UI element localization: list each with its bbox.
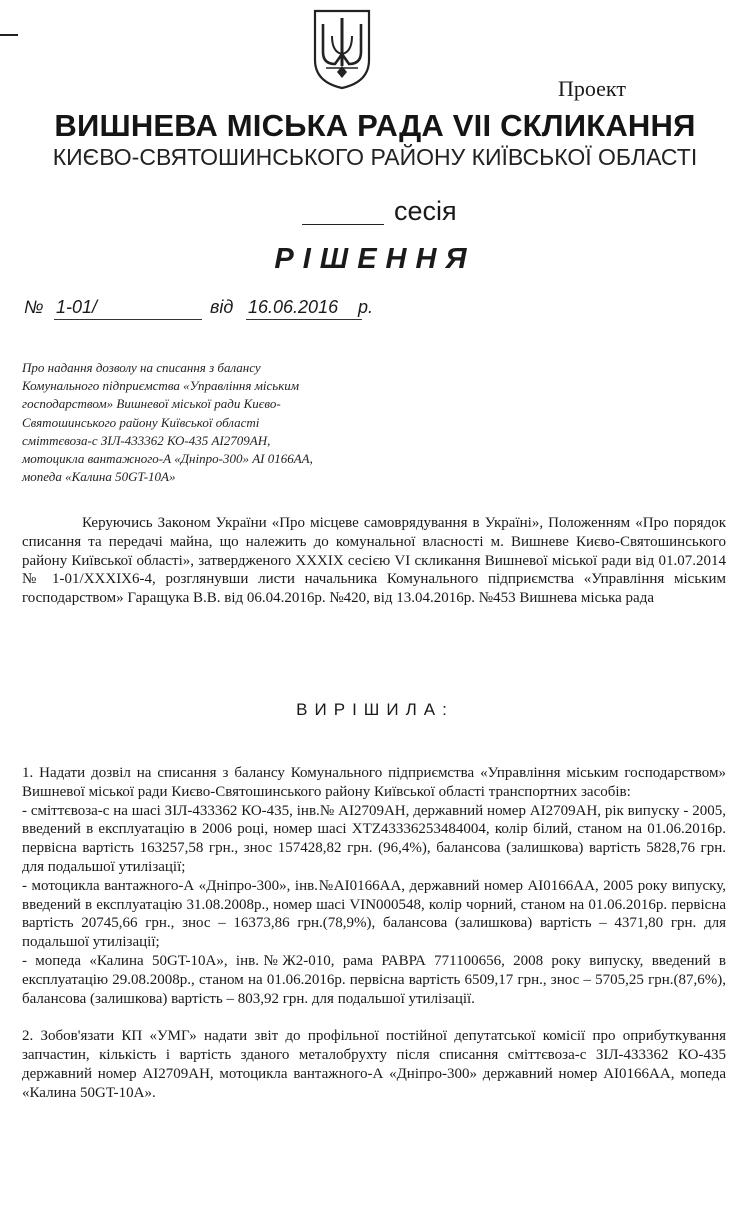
draft-label: Проект (558, 76, 626, 101)
session-blank (302, 224, 384, 225)
resolved-heading: ВИРІШИЛА: (296, 700, 454, 719)
number-label: № (24, 297, 44, 317)
preamble (22, 514, 726, 608)
subject-line: Святошинського району Київської області (22, 414, 260, 430)
item-1-garbage-truck: - сміттєвоза-с на шасі ЗІЛ-433362 КО-435, інв.№ АІ2709АН, державний номер АІ2709АН, рік випуску - 2005, введений в експлуатацію в 2006 році, номер шасі XTZ43336253484004, колір білий, станом на 01.06.2016р. первісна вартість 163257,58 грн., знос 157428,82 грн. (96,4%), балансова (залишкова) вартість 5828,76 грн. для подальшої утилізації; (22, 802, 726, 875)
district-name: КИЄВО-СВЯТОШИНСЬКОГО РАЙОНУ КИЇВСЬКОЇ ОБЛАСТІ (52, 144, 698, 170)
number-underline (54, 319, 202, 320)
decision-subject (22, 359, 386, 486)
item-1-motorcycle: - мотоцикла вантажного-А «Дніпро-300», інв.№АІ0166АА, державний номер АІ0166АА, 2005 року випуску, введений в експлуатацію 31.08.2008р., номер шасі VIN000548, колір чорний, станом на 01.06.2016р. первісна вартість 20745,66 грн., знос – 16373,86 грн.(78,9%), балансова (залишкова) вартість – 4371,80 грн. для подальшої утилізації; (22, 877, 726, 951)
item-1: 1. Надати дозвіл на списання з балансу Комунального підприємства «Управління міським господарством» Вишневої міської ради Києво-Святошинського району Київської області транспортних засобів: (22, 765, 726, 800)
subject-line: господарством» Вишневої міської ради Києво- (22, 396, 281, 412)
item-1-moped: - мопеда «Калина 50GT-10А», інв.№Ж2-010, рама РАВРА 771100656, 2008 року випуску, введений в експлуатацію 29.08.2008р., станом на 01.06.2016р. первісна вартість 6509,17 грн., знос – 5705,25 грн.(87,6%), балансова (залишкова) вартість – 803,92 грн. для подальшої утилізації. (22, 952, 726, 1007)
council-name: ВИШНЕВА МІСЬКА РАДА VII СКЛИКАННЯ (54, 108, 696, 143)
subject-line: сміттєвоза-с ЗІЛ-433362 КО-435 АІ2709АН, (22, 432, 271, 448)
date-suffix: р. (358, 297, 374, 317)
subject-line: мопеда «Калина 50GT-10А» (22, 469, 176, 485)
decision-body (22, 764, 726, 1103)
corner-mark (0, 34, 18, 36)
coat-of-arms (312, 8, 372, 90)
session-label: сесія (394, 196, 457, 226)
date-value: 16.06.2016 (248, 297, 339, 317)
subject-line: Про надання дозволу на списання з балансу (22, 360, 261, 375)
date-label: від (210, 297, 234, 317)
number-value: 1-01/ (56, 297, 98, 317)
document-title: РІШЕННЯ (274, 243, 476, 275)
date-underline (246, 319, 362, 320)
subject-line: мотоцикла вантажного-А «Дніпро-300» АІ 0166АА, (22, 451, 313, 467)
item-2: 2. Зобов'язати КП «УМГ» надати звіт до профільної постійної депутатської комісії про оприбуткування запчастин, кількість і вартість зданого металобрухту після списання сміттєвоза-с ЗІЛ-433362 КО-435 державний номер АІ2709АН, мотоцикла вантажного-А «Дніпро-300» державний номер АІ0166АА, мопеда «Калина 50GT-10А». (22, 1028, 726, 1101)
preamble-text: Керуючись Законом України «Про місцеве самоврядування в Україні», Положенням «Про порядок списання та передачі майна, що належить до комунальної власності м. Вишневе Києво-Святошинського району Київської області», затвердженого XXXIX сесією VI скликання Вишневої міської ради від 01.07.2014 № 1-01/XXXIX6-4, розглянувши листи начальника Комунального підприємства «Управління міським господарством» Гаращука В.В. від 06.04.2016р. №420, від 13.04.2016р. №453 Вишнева міська рада (22, 515, 726, 607)
subject-line: Комунального підприємства «Управління міським (22, 378, 300, 394)
